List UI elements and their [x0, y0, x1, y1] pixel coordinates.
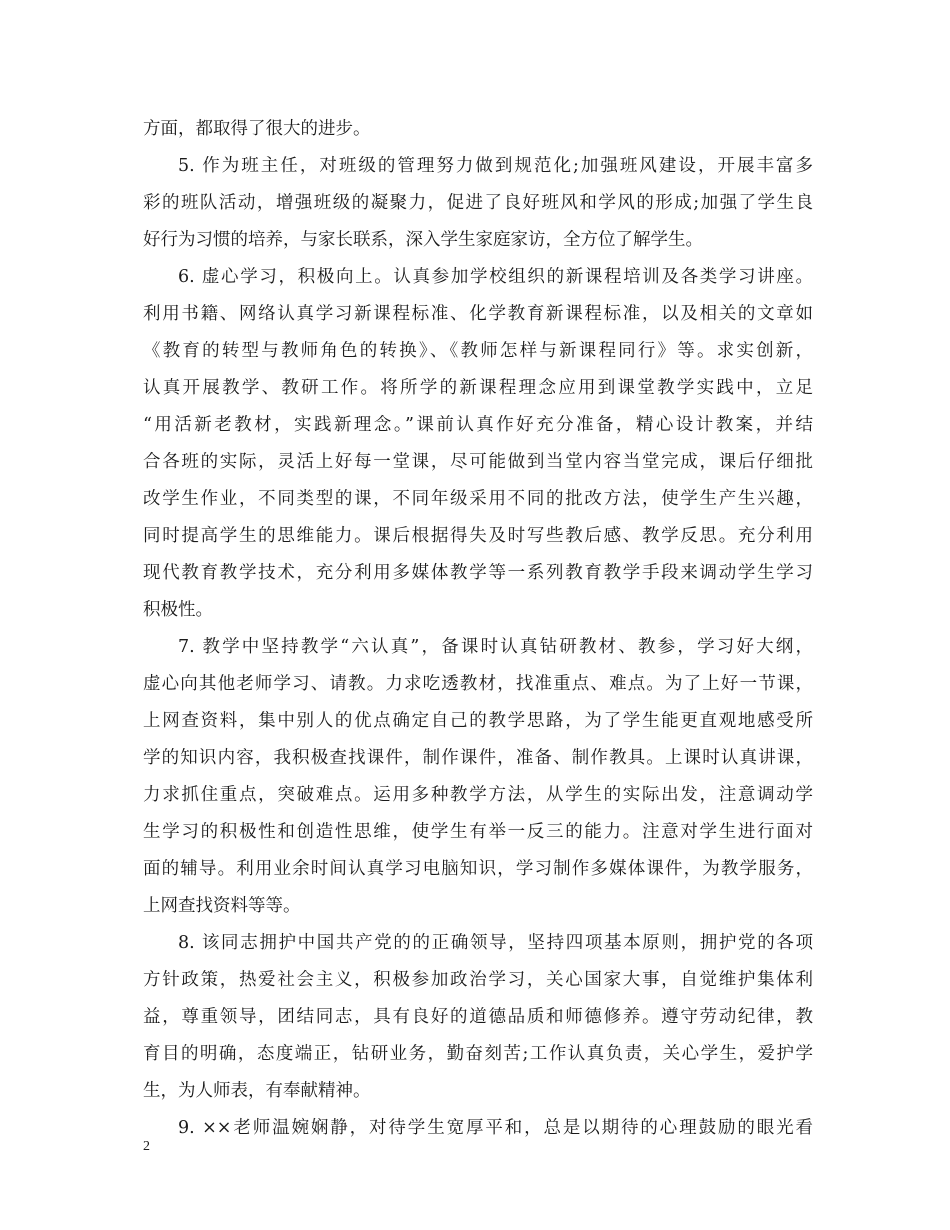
text-line: 6. 虚心学习，积极向上。认真参加学校组织的新课程培训及各类学习讲座。 [178, 267, 813, 287]
text-line: 益，尊重领导，团结同志，具有良好的道德品质和师德修养。遵守劳动纪律，教 [143, 1007, 813, 1027]
text-line: 改学生作业，不同类型的课，不同年级采用不同的批改方法，使学生产生兴趣， [143, 489, 813, 509]
text-line: 生，为人师表，有奉献精神。 [143, 1081, 371, 1101]
page-number: 2 [143, 1139, 150, 1154]
text-line: 育目的明确，态度端正，钻研业务，勤奋刻苦;工作认真负责，关心学生，爱护学 [143, 1044, 813, 1064]
text-line: 认真开展教学、教研工作。将所学的新课程理念应用到课堂教学实践中，立足 [143, 378, 813, 398]
document-body [143, 111, 813, 1147]
paragraph-item-6 [143, 259, 813, 629]
text-line: 现代教育教学技术，充分利用多媒体教学等一系列教育教学手段来调动学生学习 [143, 563, 813, 583]
text-line: 方针政策，热爱社会主义，积极参加政治学习，关心国家大事，自觉维护集体利 [143, 970, 813, 990]
text-line: 学的知识内容，我积极查找课件，制作课件，准备、制作教具。上课时认真讲课， [143, 748, 813, 768]
text-line: 彩的班队活动，增强班级的凝聚力，促进了良好班风和学风的形成;加强了学生良 [143, 193, 813, 213]
text-line: 《教育的转型与教师角色的转换》、《教师怎样与新课程同行》等。求实创新， [143, 341, 813, 361]
text-line: 虚心向其他老师学习、请教。力求吃透教材，找准重点、难点。为了上好一节课， [143, 674, 813, 694]
paragraph-item-9 [143, 1110, 813, 1147]
text-line: 同时提高学生的思维能力。课后根据得失及时写些教后感、教学反思。充分利用 [143, 526, 813, 546]
text-line: 方面，都取得了很大的进步。 [143, 119, 371, 139]
paragraph-item-5 [143, 148, 813, 259]
text-line: 上网查找资料等等。 [143, 896, 301, 916]
paragraph-item-8 [143, 925, 813, 1110]
paragraph-item-7 [143, 629, 813, 925]
text-line: 9. ××老师温婉娴静，对待学生宽厚平和，总是以期待的心理鼓励的眼光看 [178, 1118, 813, 1138]
text-line: 上网查资料，集中别人的优点确定自己的教学思路，为了学生能更直观地感受所 [143, 711, 813, 731]
text-line: 生学习的积极性和创造性思维，使学生有举一反三的能力。注意对学生进行面对 [143, 822, 813, 842]
text-line: 7. 教学中坚持教学“六认真”，备课时认真钻研教材、教参，学习好大纲， [178, 637, 813, 657]
text-line: 积极性。 [143, 600, 213, 620]
text-line: “用活新老教材，实践新理念。”课前认真作好充分准备，精心设计教案，并结 [143, 415, 813, 435]
paragraph-continuation [143, 111, 813, 148]
text-line: 面的辅导。利用业余时间认真学习电脑知识，学习制作多媒体课件，为教学服务， [143, 859, 813, 879]
text-line: 利用书籍、网络认真学习新课程标准、化学教育新课程标准，以及相关的文章如 [143, 304, 813, 324]
text-line: 8. 该同志拥护中国共产党的的正确领导，坚持四项基本原则，拥护党的各项 [178, 933, 813, 953]
text-line: 力求抓住重点，突破难点。运用多种教学方法，从学生的实际出发，注意调动学 [143, 785, 813, 805]
text-line: 好行为习惯的培养，与家长联系，深入学生家庭家访，全方位了解学生。 [143, 230, 703, 250]
text-line: 合各班的实际，灵活上好每一堂课，尽可能做到当堂内容当堂完成，课后仔细批 [143, 452, 813, 472]
text-line: 5. 作为班主任，对班级的管理努力做到规范化;加强班风建设，开展丰富多 [178, 156, 813, 176]
